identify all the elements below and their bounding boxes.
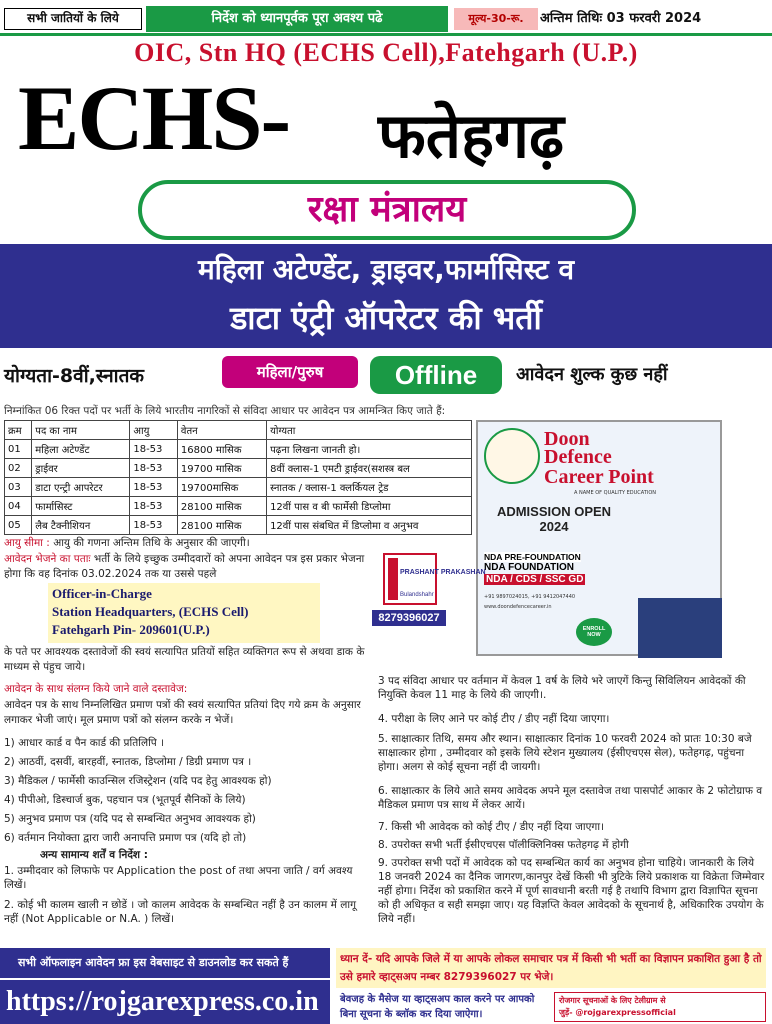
ad-name-3: Career Point bbox=[544, 466, 654, 488]
doc-item: 1) आधार कार्ड व पैन कार्ड की प्रतिलिपि । bbox=[4, 737, 165, 749]
table-row bbox=[5, 440, 472, 459]
posts-line-2: डाटा एंट्री ऑपरेटर की भर्ती bbox=[230, 299, 542, 337]
cell: 19700 मासिक bbox=[177, 459, 266, 478]
posts-table bbox=[4, 420, 472, 535]
ministry-banner: रक्षा मंत्रालय bbox=[138, 180, 636, 240]
cell: 03 bbox=[5, 478, 32, 497]
ad-course-2: NDA FOUNDATION bbox=[484, 562, 574, 573]
th-serial: क्रम bbox=[5, 421, 32, 440]
cell: महिला अटेण्डेंट bbox=[32, 440, 130, 459]
rule-item: 9. उपरोक्त सभी पदों में आवेदक को पद सम्बन्धित कार्य का अनुभव होना चाहिये। जानकारी के लिये 18 जनवरी 2024 का दैनिक जागरण,कानपुर देखें किसी भी त्रुटिके लिये प्रकाशक या विक्रेता जिम्मेवार नहीं होगा। निर्देश को प्रकाशित करने में पूर्ण सावधानी बरती गई है तथापि विभाग द्वारा विज्ञापित सूचना को ही अधिकृत व सही समझा जाए। यह विज्ञप्ति केवल आवेदको के सूचनार्थ है, अधिकारिक उपयोग के लिये नहीं। bbox=[378, 857, 765, 925]
telegram-line-2: जुड़ें- @rojgarexpressofficial bbox=[559, 1008, 676, 1017]
cell: 12वीं पास व बी फार्मेसी डिप्लोमा bbox=[267, 497, 472, 516]
building-photo bbox=[618, 502, 722, 602]
tag-read-carefully: निर्देश को ध्यानपूर्वक पूरा अवश्य पढे bbox=[146, 6, 448, 32]
cell: डाटा एन्ट्री आपरेटर bbox=[32, 478, 130, 497]
cell: 01 bbox=[5, 440, 32, 459]
tag-all-castes: सभी जातियों के लिये bbox=[4, 8, 142, 30]
docs-intro: आवेदन पत्र के साथ निम्नलिखित प्रमाण पत्रों की स्वयं सत्यापित प्रतियां दिए गये क्रम के अनुसार लगाकर भेजी जाएं। मूल प्रमाण पत्रों को संलग्न करके न भेजें। bbox=[4, 699, 361, 726]
cell: 18-53 bbox=[130, 516, 178, 535]
cell: पढ़ना लिखना जानती हो। bbox=[267, 440, 472, 459]
rule-item: 4. परीक्षा के लिए आने पर कोई टीए / डीए नहीं दिया जाएगा। bbox=[378, 713, 610, 725]
cell: लैब टैक्नीशियन bbox=[32, 516, 130, 535]
rule-item: 6. साक्षात्कार के लिये आते समय आवेदक अपने मूल दस्तावेज तथा पासपोर्ट आकार के 2 फोटोग्राफ व मैडिकल प्रमाण पत्र साथ में लेकर आयें। bbox=[378, 785, 763, 811]
qualification-badge: योग्यता-8वीं,स्नातक bbox=[4, 365, 145, 387]
cell: 05 bbox=[5, 516, 32, 535]
tag-price: मूल्य-30-रू. bbox=[454, 8, 538, 30]
prashant-name: PRASHANT PRAKASHAN bbox=[400, 569, 486, 576]
table-row bbox=[5, 516, 472, 535]
table-row bbox=[5, 478, 472, 497]
doc-item: 2) आठवीं, दसवीं, बारहवीं, स्नातक, डिप्लोमा / डिग्री प्रमाण पत्र । bbox=[4, 756, 252, 768]
ad-website: www.doondefencecareer.in bbox=[484, 604, 552, 610]
prashant-city: Bulandshahr bbox=[400, 592, 434, 598]
ad-course-3: NDA / CDS / SSC GD bbox=[486, 574, 584, 585]
age-text: आयु की गणना अन्तिम तिथि के अनुसार की जाएगी। bbox=[53, 537, 250, 549]
posts-line-1: महिला अटेण्डेंट, ड्राइवर,फार्मासिस्ट व bbox=[197, 253, 575, 286]
other-item: 1. उम्मीदवार को लिफाफे पर Application the post of तथा अपना जाति / वर्ग अवश्य लिखें। bbox=[4, 865, 353, 891]
cell: 28100 मासिक bbox=[177, 497, 266, 516]
table-row bbox=[5, 459, 472, 478]
cell: 12वीं पास संबधित में डिप्लोमा व अनुभव bbox=[267, 516, 472, 535]
after-address: के पते पर आवश्यक दस्तावेजों की स्वयं सत्यापित प्रतियों सहित व्यक्तिगत रूप से अथवा डाक के माध्यम से पंहुच जाये। bbox=[4, 646, 365, 673]
doc-item: 4) पीपीओ, डिस्चार्ज बुक, पहचान पत्र (भूतपूर्व सैनिकों के लिये) bbox=[4, 794, 246, 806]
block-warning: बेवजह के मैसेज या व्हाट्सअप काल करने पर आपको बिना सूचना के ब्लॉक कर दिया जाऐगा। bbox=[336, 990, 550, 1024]
echs-title: ECHS- bbox=[18, 67, 290, 169]
ad-name-2: Defence bbox=[544, 446, 612, 468]
whatsapp-notice: ध्यान दें- यदि आपके जिले में या आपके लोकल समाचार पत्र में किसी भी भर्ती का विज्ञापन प्रकाशित हुआ है तो उसे हमारे व्हाट्सअप नम्बर 8279396027 पर भेजे। bbox=[336, 948, 766, 988]
cell: 04 bbox=[5, 497, 32, 516]
send-label: आवेदन भेजने का पताः bbox=[4, 553, 91, 565]
ad-phones: +91 9897024015, +91 9412047440 bbox=[484, 594, 576, 600]
cell: 18-53 bbox=[130, 478, 178, 497]
ad-admission: ADMISSION OPEN 2024 bbox=[496, 504, 612, 534]
address-box bbox=[48, 583, 320, 643]
intro-text: निम्नांकित 06 रिक्त पदों पर भर्ती के लिये भारतीय नागरिकों से संविदा आधार पर आवेदन पत्र आमन्त्रित किए जाते हैं: bbox=[4, 405, 446, 417]
rule-item: 3 पद संविदा आधार पर वर्तमान में केवल 1 वर्ष के लिये भरे जाएगें किन्तु सिविलियन आवेदकों की नियुक्ति केवल 11 माह के लिये की जाएगी।. bbox=[378, 675, 746, 701]
prashant-phone: 8279396027 bbox=[372, 610, 446, 626]
age-label: आयु सीमा : bbox=[4, 537, 50, 549]
cell: ड्राईवर bbox=[32, 459, 130, 478]
students-photo bbox=[638, 598, 722, 658]
website-link[interactable]: https://rojgarexpress.co.in bbox=[0, 980, 330, 1024]
cell: 19700मासिक bbox=[177, 478, 266, 497]
doon-defence-ad bbox=[476, 420, 722, 656]
telegram-box[interactable] bbox=[554, 992, 766, 1022]
tag-last-date: अन्तिम तिथिः 03 फरवरी 2024 bbox=[540, 11, 702, 26]
office-title: OIC, Stn HQ (ECHS Cell),Fatehgarh (U.P.) bbox=[134, 38, 638, 67]
other-item: 2. कोई भी कालम खाली न छोडें । जो कालम आवेदक के सम्बन्धित नहीं है उन कालम में लागू नहीं (Not Applicable or N.A. ) लिखें। bbox=[4, 899, 356, 925]
gender-badge: महिला/पुरुष bbox=[222, 356, 358, 388]
doc-item: 6) वर्तमान नियोक्ता द्वारा जारी अनापत्ति प्रमाण पत्र (यदि हो तो) bbox=[4, 832, 247, 844]
cell: 8वीं क्लास-1 एमटी ड्राईवर(सशस्त्र बल bbox=[267, 459, 472, 478]
rule-item: 5. साक्षात्कार तिथि, समय और स्थान। साक्षात्कार दिनांक 10 फरवरी 2024 को प्रातः 10:30 बजे साक्षात्कार होगा , उम्मीदवार को इसके लिये स्टेशन मुख्यालय (ईसीएचएस सेल), फतेहगढ़, पहुंचना होगा। अलग से कोई सूचना नहीं दी जायगी। bbox=[378, 733, 752, 773]
address-line-2: Station Headquarters, (ECHS Cell) bbox=[52, 604, 249, 619]
send-text: भर्ती के लिये इच्छुक उम्मीदवारों को अपना आवेदन पत्र इस प्रकार भेजना होगा कि वह दिनांक 03.02.2024 तक या उससे पहले bbox=[4, 553, 365, 580]
cell: 02 bbox=[5, 459, 32, 478]
th-post: पद का नाम bbox=[32, 421, 130, 440]
th-salary: वेतन bbox=[177, 421, 266, 440]
age-limit bbox=[4, 536, 370, 551]
rule-item: 7. किसी भी आवेदक को कोई टीए / डीए नहीं दिया जाएगा। bbox=[378, 821, 605, 833]
cell: स्नातक / क्लास-1 क्लर्कियल ट्रेड bbox=[267, 478, 472, 497]
address-line-1: Officer-in-Charge bbox=[52, 586, 152, 601]
doc-item: 3) मैडिकल / फार्मेसी काउन्सिल रजिस्ट्रेशन (यदि पद हेतु आवश्यक हो) bbox=[4, 775, 272, 787]
cell: 18-53 bbox=[130, 440, 178, 459]
telegram-line-1: रोजगार सूचनाओं के लिए टेलीग्राम से bbox=[559, 996, 666, 1005]
th-qualification: योग्यता bbox=[267, 421, 472, 440]
doc-item: 5) अनुभव प्रमाण पत्र (यदि पद से सम्बन्धित अनुभव आवश्यक हो) bbox=[4, 813, 256, 825]
ad-tagline: A NAME OF QUALITY EDUCATION bbox=[574, 490, 657, 496]
ad-course-1: NDA PRE-FOUNDATION bbox=[484, 552, 581, 562]
cell: 18-53 bbox=[130, 497, 178, 516]
cell: 18-53 bbox=[130, 459, 178, 478]
fee-badge: आवेदन शुल्क कुछ नहीं bbox=[516, 364, 668, 385]
docs-label: आवेदन के साथ संलग्न किये जाने वाले दस्तावेज: bbox=[4, 683, 188, 695]
table-row bbox=[5, 497, 472, 516]
cell: 28100 मासिक bbox=[177, 516, 266, 535]
offline-badge: Offline bbox=[370, 356, 502, 394]
ad-name-1: Doon bbox=[544, 428, 590, 450]
academy-logo-icon bbox=[484, 428, 540, 484]
send-address bbox=[4, 552, 376, 582]
rule-item: 8. उपरोक्त सभी भर्ती ईसीएचएस पॉलीक्लिनिक्स फतेहगढ़ में होगी bbox=[378, 839, 629, 851]
fatehgarh-title: फतेहगढ़ bbox=[378, 99, 564, 172]
address-line-3: Fatehgarh Pin- 209601(U.P.) bbox=[52, 622, 210, 637]
cell: फार्मासिस्ट bbox=[32, 497, 130, 516]
cell: 16800 मासिक bbox=[177, 440, 266, 459]
th-age: आयु bbox=[130, 421, 178, 440]
download-banner: सभी ऑफलाइन आवेदन फ्रा इस वेबसाइट से डाउनलोड कर सकते हैं bbox=[0, 948, 330, 978]
enroll-badge: ENROLL NOW bbox=[576, 618, 612, 646]
table-header-row bbox=[5, 421, 472, 440]
other-label: अन्य सामान्य शर्तें व निर्देश : bbox=[40, 849, 148, 861]
